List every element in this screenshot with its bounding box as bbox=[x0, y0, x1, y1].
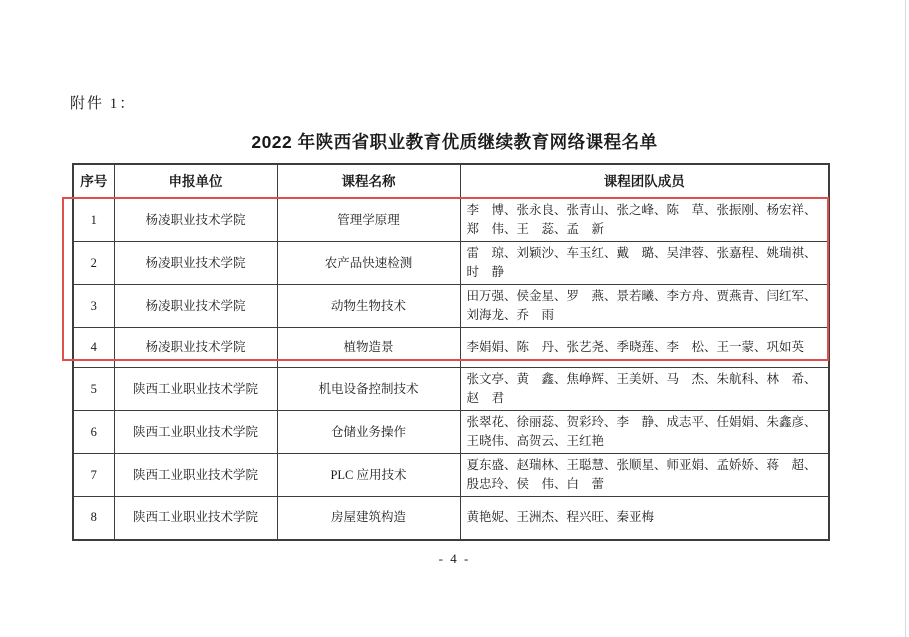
column-header-course: 课程名称 bbox=[277, 164, 460, 199]
table-row bbox=[73, 199, 829, 242]
table-cell-no: 7 bbox=[73, 454, 114, 497]
table-row bbox=[73, 285, 829, 328]
course-table-body bbox=[73, 199, 829, 540]
table-cell-course: 管理学原理 bbox=[277, 199, 460, 242]
table-cell-course: PLC 应用技术 bbox=[277, 454, 460, 497]
page-number: - 4 - bbox=[438, 551, 471, 566]
table-cell-members: 黄艳妮、王洲杰、程兴旺、秦亚梅 bbox=[460, 497, 829, 540]
table-cell-unit: 陕西工业职业技术学院 bbox=[114, 454, 277, 497]
table-row bbox=[73, 411, 829, 454]
table-cell-members: 李 博、张永良、张青山、张之峰、陈 草、张振刚、杨宏祥、郑 伟、王 蕊、孟 新 bbox=[460, 199, 829, 242]
table-cell-course: 植物造景 bbox=[277, 328, 460, 368]
column-header-members: 课程团队成员 bbox=[460, 164, 829, 199]
table-cell-unit: 陕西工业职业技术学院 bbox=[114, 411, 277, 454]
table-row bbox=[73, 454, 829, 497]
table-cell-unit: 杨凌职业技术学院 bbox=[114, 199, 277, 242]
table-row bbox=[73, 242, 829, 285]
table-cell-no: 8 bbox=[73, 497, 114, 540]
table-cell-unit: 杨凌职业技术学院 bbox=[114, 328, 277, 368]
table-cell-no: 6 bbox=[73, 411, 114, 454]
table-cell-members: 田万强、侯金星、罗 燕、景若曦、李方舟、贾燕青、闫红军、刘海龙、乔 雨 bbox=[460, 285, 829, 328]
table-cell-course: 仓储业务操作 bbox=[277, 411, 460, 454]
table-cell-no: 5 bbox=[73, 368, 114, 411]
table-cell-members: 夏东盛、赵瑞林、王聪慧、张顺星、师亚娟、孟娇娇、蒋 超、殷忠玲、侯 伟、白 蕾 bbox=[460, 454, 829, 497]
column-header-unit: 申报单位 bbox=[114, 164, 277, 199]
course-table bbox=[72, 163, 830, 541]
table-cell-course: 房屋建筑构造 bbox=[277, 497, 460, 540]
table-cell-course: 动物生物技术 bbox=[277, 285, 460, 328]
attachment-label: 附件 1： bbox=[70, 96, 137, 112]
table-cell-no: 3 bbox=[73, 285, 114, 328]
table-row bbox=[73, 368, 829, 411]
page-title: 2022 年陕西省职业教育优质继续教育网络课程名单 bbox=[251, 132, 658, 152]
table-cell-no: 4 bbox=[73, 328, 114, 368]
table-header-row bbox=[73, 164, 829, 199]
column-header-no: 序号 bbox=[73, 164, 114, 199]
table-cell-no: 2 bbox=[73, 242, 114, 285]
table-row bbox=[73, 497, 829, 540]
table-cell-unit: 杨凌职业技术学院 bbox=[114, 242, 277, 285]
table-row bbox=[73, 328, 829, 368]
page-edge-divider bbox=[905, 0, 906, 637]
table-cell-members: 张文亭、黄 鑫、焦峥辉、王美妍、马 杰、朱航科、林 希、赵 君 bbox=[460, 368, 829, 411]
table-cell-course: 农产品快速检测 bbox=[277, 242, 460, 285]
table-cell-members: 雷 琼、刘颖沙、车玉红、戴 璐、吴津蓉、张嘉程、姚瑞祺、时 静 bbox=[460, 242, 829, 285]
table-cell-unit: 杨凌职业技术学院 bbox=[114, 285, 277, 328]
table-cell-members: 李娟娟、陈 丹、张艺尧、季晓莲、李 松、王一蒙、巩如英 bbox=[460, 328, 829, 368]
table-cell-unit: 陕西工业职业技术学院 bbox=[114, 497, 277, 540]
table-cell-no: 1 bbox=[73, 199, 114, 242]
table-cell-course: 机电设备控制技术 bbox=[277, 368, 460, 411]
table-cell-members: 张翠花、徐丽蕊、贺彩玲、李 静、成志平、任娟娟、朱鑫彦、王晓伟、高贺云、王红艳 bbox=[460, 411, 829, 454]
table-cell-unit: 陕西工业职业技术学院 bbox=[114, 368, 277, 411]
